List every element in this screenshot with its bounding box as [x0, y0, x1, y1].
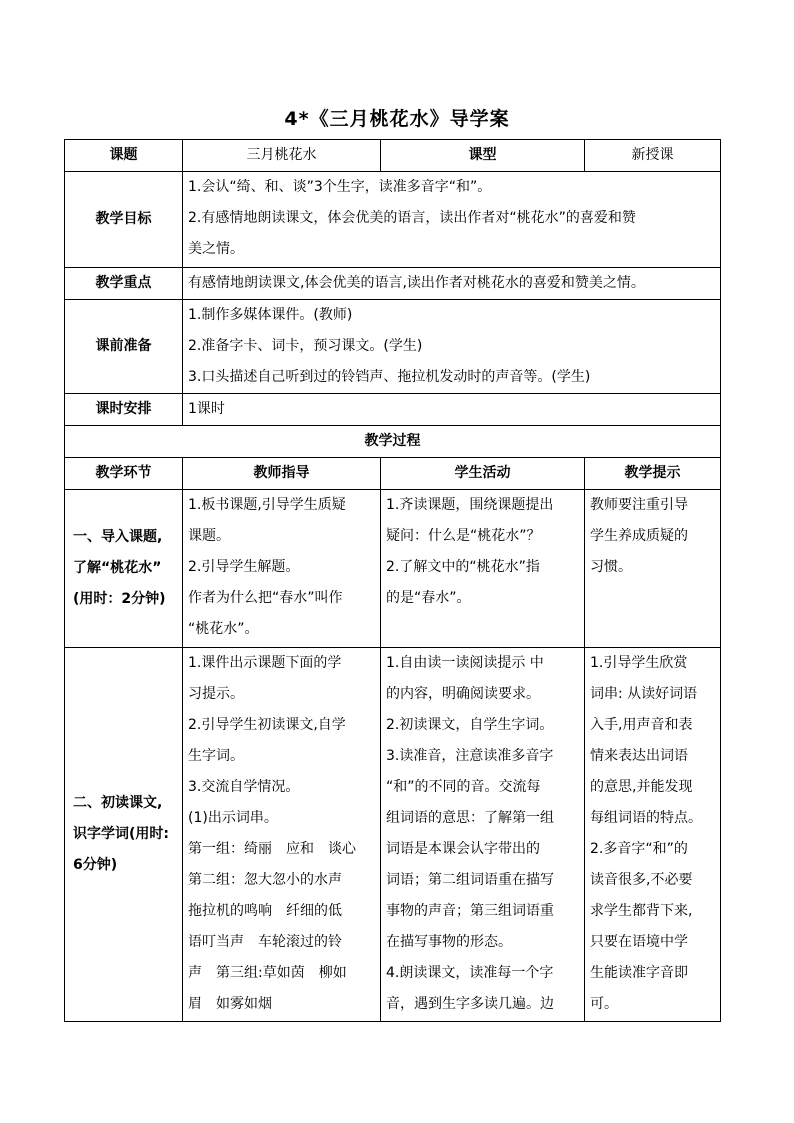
process-heading-row	[65, 426, 721, 458]
tips-line: 读音很多,不必要	[590, 872, 693, 888]
topic-label: 课题	[65, 140, 183, 172]
student-line: 疑问：什么是“桃花水”？	[386, 528, 541, 544]
student-line: 1.齐读课题，围绕课题提出	[386, 497, 554, 513]
tips-line: 学生养成质疑的	[590, 528, 688, 544]
teacher-line: “桃花水”。	[188, 621, 259, 637]
stage-line: 6分钟)	[73, 857, 118, 873]
goal-line: 2.有感情地朗读课文，体会优美的语言，读出作者对“桃花水”的喜爱和赞	[188, 210, 636, 226]
focus-content	[183, 268, 721, 300]
focus-label: 教学重点	[65, 268, 183, 300]
teacher-line: (1)出示词串。	[188, 810, 278, 826]
tips-line: 情来表达出词语	[590, 748, 688, 764]
process-row	[65, 648, 721, 1022]
prep-line: 2.准备字卡、词卡，预习课文。(学生)	[188, 338, 423, 354]
col-student-header: 学生活动	[381, 458, 585, 490]
student-line: 音，遇到生字多读几遍。边	[386, 996, 554, 1012]
student-line: 3.读准音，注意读准多音字	[386, 748, 554, 764]
teacher-line: 1.板书课题,引导学生质疑	[188, 497, 346, 513]
focus-row	[65, 268, 721, 300]
type-label: 课型	[381, 140, 585, 172]
tips-line: 生能读准字音即	[590, 965, 688, 981]
tips-line: 词串: 从读好词语	[590, 686, 698, 702]
goal-line: 1.会认“绮、和、谈”3个生字，读准多音字“和”。	[188, 179, 492, 195]
student-line: 的内容，明确阅读要求。	[386, 686, 540, 702]
student-line: 在描写事物的形态。	[386, 934, 512, 950]
tips-line: 2.多音字“和”的	[590, 841, 688, 857]
goals-label: 教学目标	[65, 172, 183, 268]
tips-line: 教师要注重引导	[590, 497, 688, 513]
stage-cell	[65, 490, 183, 648]
topic-value: 三月桃花水	[183, 140, 381, 172]
student-line: “和”的不同的音。交流每	[386, 779, 541, 795]
tips-cell	[585, 648, 721, 1022]
time-row	[65, 394, 721, 426]
time-value: 1课时	[183, 394, 721, 426]
teacher-line: 1.课件出示课题下面的学	[188, 655, 342, 671]
student-line: 4.朗读课文，读准每一个字	[386, 965, 554, 981]
lesson-plan-table	[64, 139, 721, 1022]
teacher-line: 语叮当声 车轮滚过的铃	[188, 934, 342, 950]
student-line: 词语；第二组词语重在描写	[386, 872, 554, 888]
stage-line: 二、初读课文,	[73, 795, 163, 811]
teacher-line: 眉 如雾如烟	[188, 996, 272, 1012]
goals-row	[65, 172, 721, 268]
stage-line: 一、导入课题,	[73, 529, 163, 545]
header-row	[65, 140, 721, 172]
prep-line: 3.口头描述自己听到过的铃铛声、拖拉机发动时的声音等。(学生)	[188, 369, 591, 385]
goal-line: 美之情。	[188, 241, 244, 257]
time-label: 课时安排	[65, 394, 183, 426]
process-row	[65, 490, 721, 648]
page-title: 4*《三月桃花水》导学案	[284, 108, 510, 130]
prep-label: 课前准备	[65, 300, 183, 394]
teacher-line: 课题。	[188, 528, 230, 544]
goals-content	[183, 172, 721, 268]
tips-line: 只要在语境中学	[590, 934, 688, 950]
tips-line: 每组词语的特点。	[590, 810, 702, 826]
tips-line: 可。	[590, 996, 618, 1012]
student-cell	[381, 490, 585, 648]
teacher-line: 第二组：忽大忽小的水声	[188, 872, 342, 888]
stage-line: 了解“桃花水”	[73, 560, 162, 576]
student-line: 的是“春水”。	[386, 590, 471, 606]
stage-cell	[65, 648, 183, 1022]
tips-line: 的意思,并能发现	[590, 779, 693, 795]
teacher-cell	[183, 490, 381, 648]
teacher-line: 生字词。	[188, 748, 244, 764]
student-line: 2.初读课文，自学生字词。	[386, 717, 554, 733]
teacher-cell	[183, 648, 381, 1022]
tips-line: 1.引导学生欣赏	[590, 655, 688, 671]
student-line: 2.了解文中的“桃花水”指	[386, 559, 540, 575]
prep-row	[65, 300, 721, 394]
tips-line: 习惯。	[590, 559, 632, 575]
student-line: 组词语的意思：了解第一组	[386, 810, 554, 826]
tips-line: 入手,用声音和表	[590, 717, 693, 733]
focus-text: 有感情地朗读课文,体会优美的语言,读出作者对桃花水的喜爱和赞美之情。	[188, 275, 645, 291]
teacher-line: 2.引导学生初读课文,自学	[188, 717, 346, 733]
student-line: 词语是本课会认字带出的	[386, 841, 540, 857]
teacher-line: 习提示。	[188, 686, 244, 702]
student-cell	[381, 648, 585, 1022]
process-heading: 教学过程	[65, 426, 721, 458]
teacher-line: 声 第三组:草如茵 柳如	[188, 965, 347, 981]
col-teacher-header: 教师指导	[183, 458, 381, 490]
stage-line: (用时：2分钟)	[73, 591, 166, 607]
student-line: 事物的声音；第三组词语重	[386, 903, 554, 919]
student-line: 1.自由读一读阅读提示 中	[386, 655, 544, 671]
teacher-line: 第一组：绮丽 应和 谈心	[188, 841, 356, 857]
prep-line: 1.制作多媒体课件。(教师)	[188, 307, 353, 323]
col-stage-header: 教学环节	[65, 458, 183, 490]
prep-content	[183, 300, 721, 394]
tips-cell	[585, 490, 721, 648]
col-tips-header: 教学提示	[585, 458, 721, 490]
type-value: 新授课	[585, 140, 721, 172]
teacher-line: 拖拉机的鸣响 纤细的低	[188, 903, 342, 919]
teacher-line: 2.引导学生解题。	[188, 559, 300, 575]
process-columns-row	[65, 458, 721, 490]
stage-line: 识字学词(用时:	[73, 826, 169, 842]
tips-line: 求学生都背下来,	[590, 903, 693, 919]
teacher-line: 3.交流自学情况。	[188, 779, 300, 795]
teacher-line: 作者为什么把“春水”叫作	[188, 590, 343, 606]
